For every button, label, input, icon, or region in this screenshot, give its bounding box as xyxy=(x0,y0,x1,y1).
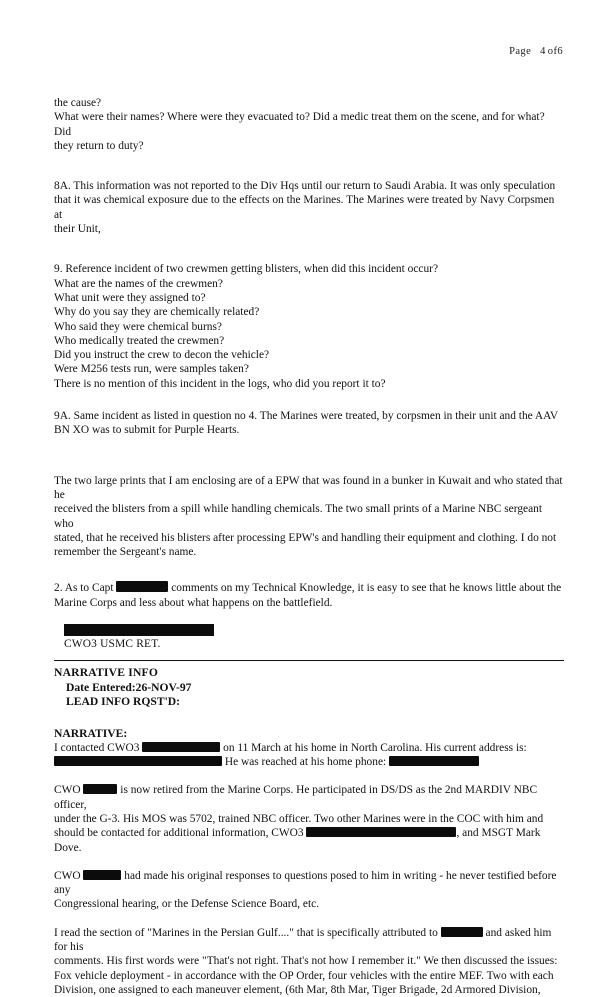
narrative-p1-line-2 xyxy=(54,755,564,769)
page-number-total: 6 xyxy=(557,46,563,57)
item-8a-block xyxy=(54,179,564,236)
page-number-value: 4 xyxy=(540,46,546,57)
item-2-line-2: Marine Corps and less about what happens on the battlefield. xyxy=(54,596,333,609)
item-9-line-7: Did you instruct the crew to decon the vehicle? xyxy=(54,349,270,362)
item-9-line-3: What unit were they assigned to? xyxy=(54,291,206,304)
item-9-line-2: What are the names of the crewmen? xyxy=(54,277,223,290)
item-9a-line-2: BN XO was to submit for Purple Hearts. xyxy=(54,424,240,437)
prints-line-2: received the blisters from a spill while handling chemicals. The two small prints of a Marine NBC sergeant who xyxy=(54,503,542,530)
narrative-p4-line-1-post: and asked him for his xyxy=(54,926,552,954)
date-entered-label: Date Entered: xyxy=(66,680,136,694)
narrative-p3-line-2: Congressional hearing, or the Defense Science Board, etc. xyxy=(54,898,320,911)
item-2-block xyxy=(54,581,564,610)
item-9-line-4: Why do you say they are chemically related? xyxy=(54,306,260,319)
narrative-p2-line-1-pre: CWO xyxy=(54,784,81,797)
narrative-p4-line-1 xyxy=(54,926,564,955)
date-entered-value: 26-NOV-97 xyxy=(135,680,192,694)
narrative-p1-line-1 xyxy=(54,741,564,755)
item-8a-line-2: that it was chemical exposure due to the effects on the Marines. The Marines were treated by Navy Corpsmen at xyxy=(54,194,555,221)
item-2-line-1-pre: 2. As to Capt xyxy=(54,582,114,595)
page-number xyxy=(509,46,563,57)
item-9-questions-block xyxy=(54,262,564,391)
prints-line-1: The two large prints that I am enclosing are of a EPW that was found in a bunker in Kuwait and who stated that he xyxy=(54,474,563,501)
item-8a-line-3: their Unit, xyxy=(54,223,101,236)
item-9-line-6: Who medically treated the crewmen? xyxy=(54,334,225,347)
signature-block xyxy=(54,624,564,651)
narrative-p1-line-1-pre: I contacted CWO3 xyxy=(54,741,140,754)
item-8a-line-1: 8A. This information was not reported to the Div Hqs until our return to Saudi Arabia. It was only speculation xyxy=(54,180,556,193)
item-9a-block xyxy=(54,409,564,438)
top-fragment-line-3: they return to duty? xyxy=(54,139,144,152)
narrative-p4-line-1-pre: I read the section of "Marines in the Persian Gulf...." that is specifically attributed to xyxy=(54,926,438,939)
date-entered-row xyxy=(54,681,564,696)
redaction-name-capt xyxy=(116,581,168,592)
narrative-info-section xyxy=(54,666,564,710)
narrative-p2-line-3 xyxy=(54,826,564,840)
prints-line-4: remember the Sergeant's name. xyxy=(54,546,197,559)
narrative-p2-line-4: Dove. xyxy=(54,841,82,854)
narrative-info-header: NARRATIVE INFO xyxy=(54,666,159,680)
item-9-line-1: 9. Reference incident of two crewmen getting blisters, when did this incident occur? xyxy=(54,263,438,276)
narrative-p4-line-2: comments. His first words were "That's not right. That's not how I remember it." We then discussed the issues: xyxy=(54,955,558,968)
lead-info-label: LEAD INFO RQST'D: xyxy=(66,695,181,709)
narrative-p2-line-1-post: is now retired from the Marine Corps. He participated in DS/DS as the 2nd MARDIV NBC officer, xyxy=(54,784,538,811)
narrative-p1-line-1-post: on 11 March at his home in North Carolina. His current address is: xyxy=(223,741,527,754)
item-9-line-9: There is no mention of this incident in the logs, who did you report it to? xyxy=(54,377,386,390)
redaction-address xyxy=(54,756,222,766)
document-body xyxy=(54,96,564,997)
top-fragment-block xyxy=(54,96,564,153)
narrative-p3-line-1-post: had made his original responses to questions posed to him in writing - he never testified before any xyxy=(54,869,557,897)
narrative-p2-line-2: under the G-3. His MOS was 5702, trained NBC officer. Two other Marines were in the COC with him and xyxy=(54,812,544,825)
item-9a-line-1: 9A. Same incident as listed in question no 4. The Marines were treated, by corpsmen in their unit and the AAV xyxy=(54,410,559,423)
page-number-of: of xyxy=(547,46,558,57)
item-2-line-1-post: comments on my Technical Knowledge, it is easy to see that he knows little about the xyxy=(171,582,562,595)
narrative-p1-line-2-post: He was reached at his home phone: xyxy=(224,756,387,769)
redaction-cwo-name-2 xyxy=(83,784,117,794)
item-2-line-1 xyxy=(54,581,564,595)
narrative-paragraph-4 xyxy=(54,926,564,997)
narrative-paragraph-1 xyxy=(54,741,564,770)
narrative-paragraph-2 xyxy=(54,783,564,854)
narrative-p3-line-1 xyxy=(54,869,564,898)
narrative-p4-line-4: Division, one assigned to each maneuver element, (6th Mar, 8th Mar, Tiger Brigade, 2d Armored Division, xyxy=(54,983,541,996)
prints-line-3: stated, that he received his blisters after processing EPW's and handling their equipment and clothing. I do not xyxy=(54,531,557,544)
top-fragment-line-1: the cause? xyxy=(54,97,102,109)
narrative-paragraph-3 xyxy=(54,869,564,912)
prints-paragraph-block xyxy=(54,474,564,560)
redaction-signature xyxy=(64,624,214,636)
redaction-cwo3-other-name xyxy=(306,827,456,837)
narrative-header: NARRATIVE: xyxy=(54,726,128,740)
redaction-cwo-name-3 xyxy=(83,870,121,880)
signature-text: CWO3 USMC RET. xyxy=(64,638,161,651)
item-9-line-8: Were M256 tests run, were samples taken? xyxy=(54,363,249,376)
redaction-attributed-name xyxy=(441,927,483,937)
page-number-label: Page xyxy=(509,46,532,57)
section-divider xyxy=(54,660,564,661)
redaction-cwo3-name xyxy=(142,742,220,752)
narrative-p4-line-3: Fox vehicle deployment - in accordance with the OP Order, four vehicles with the entire MEF. Two with each xyxy=(54,969,554,982)
redaction-phone xyxy=(389,756,479,766)
top-fragment-line-2: What were their names? Where were they evacuated to? Did a medic treat them on the scene, and for what? Did xyxy=(54,111,545,138)
narrative-p2-line-1 xyxy=(54,783,564,812)
narrative-p2-line-3-pre: should be contacted for additional information, CWO3 xyxy=(54,827,304,840)
narrative-p2-line-3-post: , and MSGT Mark xyxy=(456,827,541,840)
item-9-line-5: Who said they were chemical burns? xyxy=(54,320,222,333)
narrative-p3-line-1-pre: CWO xyxy=(54,869,81,882)
